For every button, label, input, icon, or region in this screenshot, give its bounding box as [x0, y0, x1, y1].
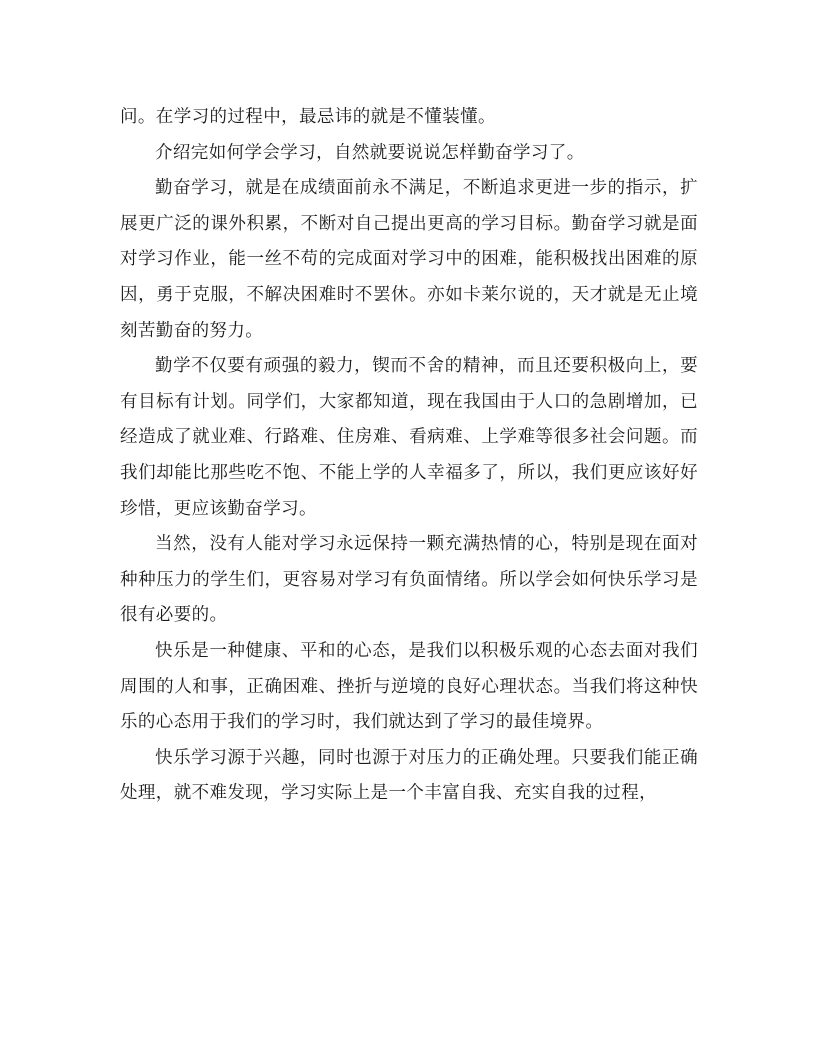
body-text — [120, 100, 698, 812]
paragraph-4: 勤学不仅要有顽强的毅力，锲而不舍的精神，而且还要积极向上，要有目标有计划。同学们，大家都知道，现在我国由于人口的急剧增加，已经造成了就业难、行路难、住房难、看病难、上学难等很多社会问题。而我们却能比那些吃不饱、不能上学的人幸福多了，所以，我们更应该好好珍惜，更应该勤奋学习。 — [120, 356, 698, 519]
paragraph-1: 问。在学习的过程中，最忌讳的就是不懂装懂。 — [120, 107, 496, 127]
paragraph-3: 勤奋学习，就是在成绩面前永不满足，不断追求更进一步的指示，扩展更广泛的课外积累，不断对自己提出更高的学习目标。勤奋学习就是面对学习作业，能一丝不苟的完成面对学习中的困难，能积极找出困难的原因，勇于克服，不解决困难时不罢休。亦如卡莱尔说的，天才就是无止境刻苦勤奋的努力。 — [120, 178, 698, 341]
paragraph-5: 当然，没有人能对学习永远保持一颗充满热情的心，特别是现在面对种种压力的学生们，更容易对学习有负面情绪。所以学会如何快乐学习是很有必要的。 — [120, 534, 698, 626]
paragraph-2: 介绍完如何学会学习，自然就要说说怎样勤奋学习了。 — [155, 142, 585, 163]
paragraph-7: 快乐学习源于兴趣，同时也源于对压力的正确处理。只要我们能正确处理，就不难发现，学习实际上是一个丰富自我、充实自我的过程， — [120, 747, 698, 804]
paragraph-6: 快乐是一种健康、平和的心态，是我们以积极乐观的心态去面对我们周围的人和事，正确困难、挫折与逆境的良好心理状态。当我们将这种快乐的心态用于我们的学习时，我们就达到了学习的最佳境界。 — [120, 640, 698, 733]
